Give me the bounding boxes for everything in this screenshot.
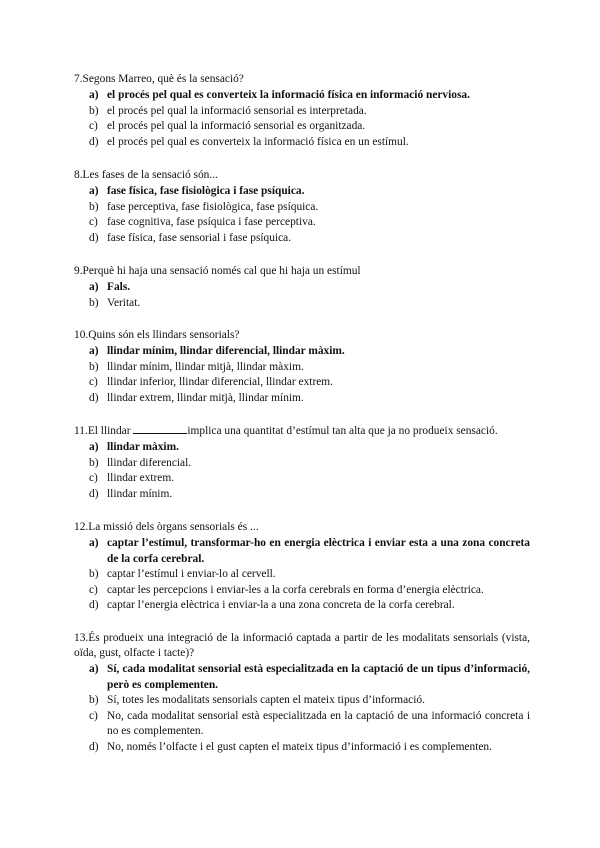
option-text: captar les percepcions i enviar-les a la corfa cerebrals en forma d’energia elèctrica. <box>107 583 484 596</box>
option-letter: a) <box>89 537 99 549</box>
question-stem: 9.Perquè hi haja una sensació només cal que hi haja un estímul <box>74 265 361 277</box>
option-letter: a) <box>89 441 99 453</box>
question-stem: 7.Segons Marreo, què és la sensació? <box>74 73 244 85</box>
option-text: llindar mínim, llindar mitjà, llindar màxim. <box>107 360 304 373</box>
question-stem: 12.La missió dels òrgans sensorials és ... <box>74 521 259 533</box>
option-d <box>74 135 530 151</box>
option-letter: d) <box>89 391 99 404</box>
option-c <box>74 215 530 231</box>
option-letter: c) <box>89 583 98 596</box>
option-text: fase física, fase sensorial i fase psíquica. <box>107 231 292 244</box>
question-7 <box>74 72 530 150</box>
option-text: el procés pel qual la informació sensorial es interpretada. <box>107 104 367 117</box>
option-d <box>74 391 530 407</box>
option-b <box>74 296 530 312</box>
option-letter: a) <box>89 345 99 357</box>
question-9 <box>74 264 530 311</box>
option-c <box>74 119 530 135</box>
option-text: Sí, cada modalitat sensorial està especialitzada en la captació de un tipus d’informació, però es complementen. <box>107 663 530 691</box>
option-b <box>74 456 530 472</box>
option-text: Fals. <box>107 281 131 293</box>
option-a <box>74 662 530 693</box>
question-13 <box>74 631 530 756</box>
option-letter: c) <box>89 216 98 229</box>
question-stem: 10.Quins són els llindars sensorials? <box>74 329 240 341</box>
option-letter: d) <box>89 135 99 148</box>
option-letter: a) <box>89 89 99 101</box>
option-c <box>74 583 530 599</box>
option-text: Veritat. <box>107 296 141 309</box>
question-stem: 8.Les fases de la sensació són... <box>74 169 218 181</box>
option-text: llindar mínim, llindar diferencial, llindar màxim. <box>107 345 345 357</box>
option-letter: b) <box>89 104 99 117</box>
option-d <box>74 487 530 503</box>
option-a <box>74 280 530 296</box>
option-letter: a) <box>89 185 99 197</box>
option-letter: c) <box>89 120 98 133</box>
option-a <box>74 536 530 567</box>
option-c <box>74 375 530 391</box>
option-letter: a) <box>89 663 99 675</box>
option-text: No, només l’olfacte i el gust capten el mateix tipus d’informació i es complementen. <box>107 740 492 753</box>
option-text: No, cada modalitat sensorial està especialitzada en la captació de una informació concreta i no es complementen. <box>107 709 530 738</box>
option-a <box>74 88 530 104</box>
question-12 <box>74 520 530 614</box>
option-letter: b) <box>89 200 99 213</box>
fill-in-blank <box>133 424 187 434</box>
option-text: llindar inferior, llindar diferencial, llindar extrem. <box>107 376 333 389</box>
option-text: el procés pel qual es converteix la informació física en un estímul. <box>107 135 409 148</box>
option-a <box>74 440 530 456</box>
option-letter: d) <box>89 487 99 500</box>
option-text: captar l’estímul i enviar-lo al cervell. <box>107 568 276 581</box>
question-stem-before: 11.El llindar <box>74 425 134 437</box>
option-letter: b) <box>89 456 99 469</box>
option-text: llindar diferencial. <box>107 456 192 469</box>
option-letter: d) <box>89 231 99 244</box>
option-text: llindar extrem, llindar mitjà, llindar mínim. <box>107 391 304 404</box>
option-c <box>74 471 530 487</box>
option-d <box>74 231 530 247</box>
option-text: Sí, totes les modalitats sensorials capten el mateix tipus d’informació. <box>107 694 425 707</box>
option-letter: a) <box>89 281 99 293</box>
option-b <box>74 693 530 709</box>
question-8 <box>74 168 530 246</box>
question-stem-after: implica una quantitat d’estímul tan alta que ja no produeix sensació. <box>187 425 498 437</box>
option-text: fase perceptiva, fase fisiològica, fase psíquica. <box>107 200 319 213</box>
option-letter: b) <box>89 360 99 373</box>
option-a <box>74 344 530 360</box>
option-text: llindar extrem. <box>107 472 175 485</box>
option-b <box>74 567 530 583</box>
option-letter: c) <box>89 376 98 389</box>
option-c <box>74 709 530 740</box>
question-stem: 13.És produeix una integració de la informació captada a partir de les modalitats sensorials (vista, oïda, gust, olfacte i tacte)? <box>74 632 530 659</box>
option-text: captar l’estímul, transformar-ho en energia elèctrica i enviar esta a una zona concreta de la corfa cerebral. <box>107 537 530 565</box>
option-text: fase cognitiva, fase psíquica i fase perceptiva. <box>107 216 316 229</box>
option-d <box>74 598 530 614</box>
question-stem <box>74 424 530 439</box>
option-letter: d) <box>89 599 99 612</box>
option-text: llindar màxim. <box>107 441 179 453</box>
option-letter: c) <box>89 472 98 485</box>
option-b <box>74 360 530 376</box>
option-letter: d) <box>89 740 99 753</box>
option-b <box>74 104 530 120</box>
option-a <box>74 184 530 200</box>
option-text: captar l’energia elèctrica i enviar-la a una zona concreta de la corfa cerebral. <box>107 599 455 612</box>
option-text: el procés pel qual la informació sensorial es organitzada. <box>107 120 366 133</box>
question-11 <box>74 424 530 502</box>
option-letter: b) <box>89 296 99 309</box>
option-text: fase física, fase fisiològica i fase psíquica. <box>107 185 305 197</box>
option-letter: c) <box>89 709 98 722</box>
option-b <box>74 200 530 216</box>
question-10 <box>74 328 530 406</box>
option-text: el procés pel qual es converteix la informació física en informació nerviosa. <box>107 89 470 101</box>
option-d <box>74 740 530 756</box>
option-letter: b) <box>89 568 99 581</box>
option-letter: b) <box>89 694 99 707</box>
option-text: llindar mínim. <box>107 487 173 500</box>
